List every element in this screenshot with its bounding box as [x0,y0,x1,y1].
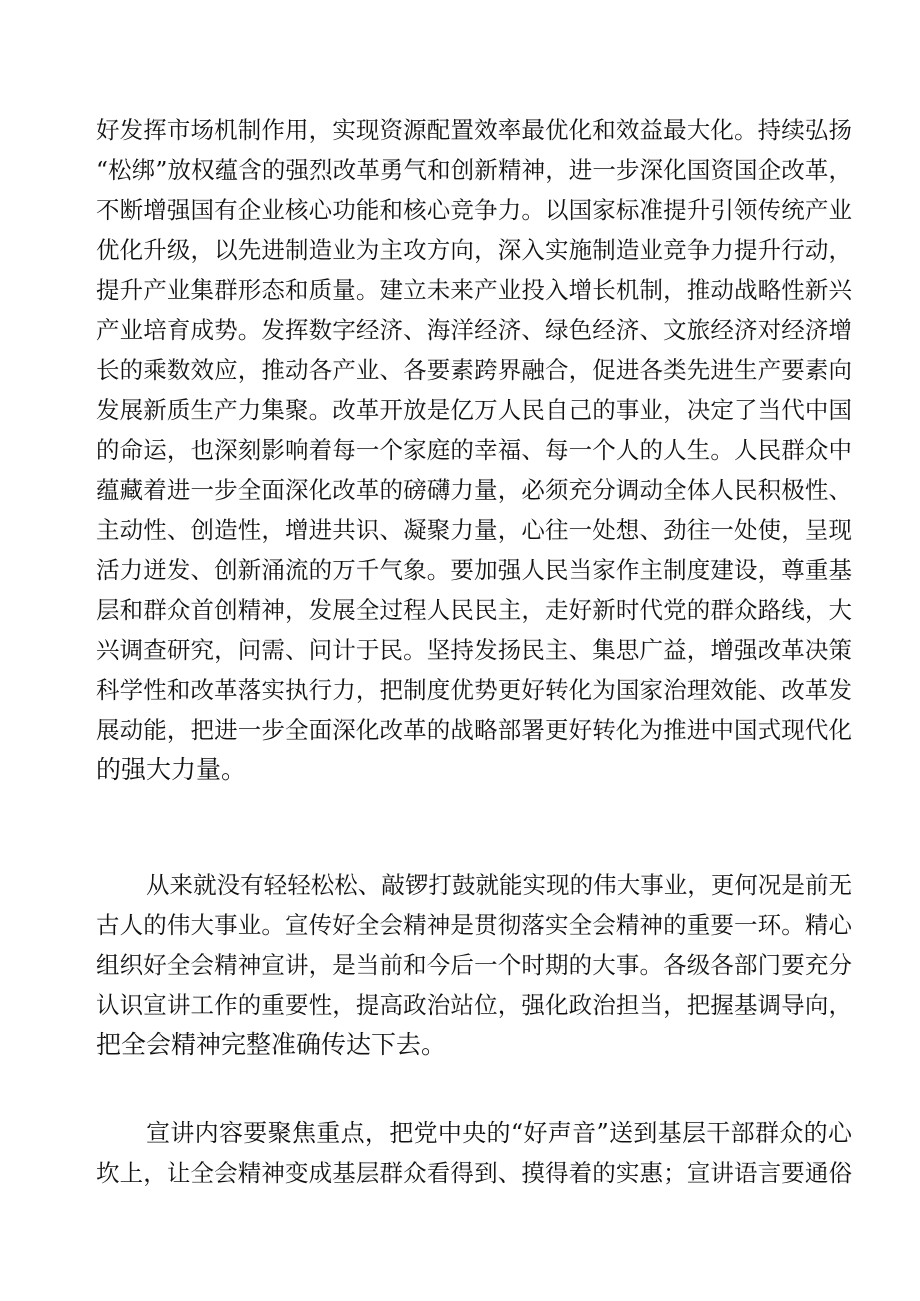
paragraph-line: 发展新质生产力集聚。改革开放是亿万人民自己的事业，决定了当代中国 [96,396,852,424]
paragraph-3 [96,1113,852,1193]
paragraph-line: 好发挥市场机制作用，实现资源配置效率最优化和效益最大化。持续弘扬 [96,116,852,144]
paragraph-1 [96,110,852,790]
paragraph-line: 坎上，让全会精神变成基层群众看得到、摸得着的实惠；宣讲语言要通俗 [96,1159,852,1187]
paragraph-line: 的命运，也深刻影响着每一个家庭的幸福、每一个人的人生。人民群众中 [96,436,852,464]
paragraph-line: 层和群众首创精神，发展全过程人民民主，走好新时代党的群众路线，大 [96,596,852,624]
paragraph-line: 古人的伟大事业。宣传好全会精神是贯彻落实全会精神的重要一环。精心 [96,911,852,939]
paragraph-line: 活力迸发、创新涌流的万千气象。要加强人民当家作主制度建设，尊重基 [96,556,852,584]
paragraph-line: 不断增强国有企业核心功能和核心竞争力。以国家标准提升引领传统产业 [96,196,852,224]
paragraph-line: 优化升级，以先进制造业为主攻方向，深入实施制造业竞争力提升行动， [96,236,852,264]
paragraph-line: 把全会精神完整准确传达下去。 [96,1030,447,1059]
paragraph-line: 科学性和改革落实执行力，把制度优势更好转化为国家治理效能、改革发 [96,676,852,704]
paragraph-line: 主动性、创造性，增进共识、凝聚力量，心往一处想、劲往一处使，呈现 [96,516,852,544]
paragraph-line: 组织好全会精神宣讲，是当前和今后一个时期的大事。各级各部门要充分 [96,951,852,979]
paragraph-line: 兴调查研究，问需、问计于民。坚持发扬民主、集思广益，增强改革决策 [96,636,852,664]
paragraph-line: 蕴藏着进一步全面深化改革的磅礴力量，必须充分调动全体人民积极性、 [96,476,852,504]
paragraph-2 [96,865,852,1065]
paragraph-line: 认识宣讲工作的重要性，提高政治站位，强化政治担当，把握基调导向， [96,991,852,1019]
paragraph-line: 展动能，把进一步全面深化改革的战略部署更好转化为推进中国式现代化 [96,716,852,744]
paragraph-line: 宣讲内容要聚焦重点，把党中央的“好声音”送到基层干部群众的心 [146,1119,852,1147]
paragraph-line: 的强大力量。 [96,755,247,784]
paragraph-line: “松绑”放权蕴含的强烈改革勇气和创新精神，进一步深化国资国企改革， [96,156,852,184]
paragraph-line: 提升产业集群形态和质量。建立未来产业投入增长机制，推动战略性新兴 [96,276,852,304]
paragraph-line: 长的乘数效应，推动各产业、各要素跨界融合，促进各类先进生产要素向 [96,356,852,384]
paragraph-line: 从来就没有轻轻松松、敲锣打鼓就能实现的伟大事业，更何况是前无 [146,871,852,899]
paragraph-line: 产业培育成势。发挥数字经济、海洋经济、绿色经济、文旅经济对经济增 [96,316,852,344]
